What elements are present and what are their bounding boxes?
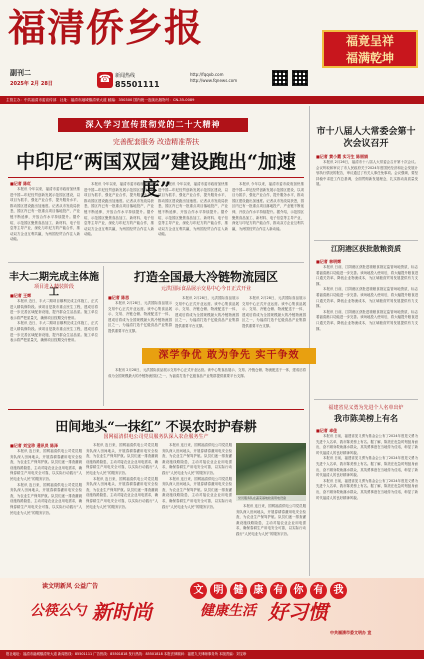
story-bottom-photo [236,443,306,501]
ad-slogan-left-1: 公筷公勺 [30,603,86,619]
qr-code-icon [272,70,288,86]
sidebar-top-byline: ■记者 黄小霞 实习生 陈丽娟 [316,154,368,159]
story-bottom-body-col-4: 本报讯 连日来，国网福清供电公司党员服务队深入田间地头，开展春耕春灌用电安全检查，为农业生产保驾护航。队员们逐一排查灌溉设施线路隐患，主动对接农业企业用电需求，确保春耕生产用电安全可靠，以实际行动践行“人民电业为人民”的服务宗旨。 [236,504,306,536]
ad-label: 读文明新风 公益广告 [42,583,99,590]
civil-char: 明 [210,582,227,599]
web-info [190,72,237,84]
story-left-body: 本报讯 近日，丰大二期项目顺利完成主体施工，正式进入精装修阶段。该项目是我市重点民生工程，建成后将进一步完善区域配套设施，提升群众生活品质。施工单位表示将严把质量关，确保项目按期交付使用。 本报讯 近日，丰大二期项目顺利完成主体施工，正式进入精装修阶段。该项目是我市重点民生工程，建成后将进一步完善区域配套设施，提升群众生活品质。施工单位表示将严把质量关，确保项目按期交付使用。 [10,299,98,343]
lead-body-col-4: 本报讯 今年以来，福清市委市政府加快推进中国—印尼经贸创新发展示范园区建设，以项目为抓手，强化产业合作，提升服务水平，推动园区建设跑出加速度。记者从市发改局获悉，园区内已有一批重点项目落地投产，产业链不断延伸，开放合作水平持续提升。据介绍，示范园区聚焦食品加工、新材料、电子信息等主导产业，深化与印尼方的产能合作，推动双方企业互利共赢，为两国经贸合作注入新动能。 [232,182,304,231]
ad-slogan-right-2: 好习惯 [268,600,328,624]
story-bottom-body-col-2: 本报讯 连日来，国网福清供电公司党员服务队深入田间地头，开展春耕春灌用电安全检查，为农业生产保驾护航。队员们逐一排查灌溉设施线路隐患，主动对接农业企业用电需求，确保春耕生产用电安全可靠，以实际行动践行“人民电业为人民”的服务宗旨。 本报讯 连日来，国网福清供电公司党员服务队深入田间地头，开展春耕春灌用电安全检查，为农业生产保驾护航。队员们逐一排查灌溉设施线路隐患，主动对接农业企业用电需求，确保春耕生产用电安全可靠，以实际行动践行“人民电业为人民”的服务宗旨。 [86,443,158,509]
divider [8,177,304,178]
divider [8,262,304,263]
civil-char: 有 [310,582,327,599]
lead-body-col-2: 本报讯 今年以来，福清市委市政府加快推进中国—印尼经贸创新发展示范园区建设，以项目为抓手，强化产业合作，提升服务水平，推动园区建设跑出加速度。记者从市发改局获悉，园区内已有一批重点项目落地投产，产业链不断延伸，开放合作水平持续提升。据介绍，示范园区聚焦食品加工、新材料、电子信息等主导产业，深化与印尼方的产能合作，推动双方企业互利共赢，为两国经贸合作注入新动能。 [84,182,154,237]
lead-body-col-1: 本报讯 今年以来，福清市委市政府加快推进中国—印尼经贸创新发展示范园区建设，以项目为抓手，强化产业合作，提升服务水平，推动园区建设跑出加速度。记者从市发改局获悉，园区内已有一批重点项目落地投产，产业链不断延伸，开放合作水平持续提升。据介绍，示范园区聚焦食品加工、新材料、电子信息等主导产业，深化与印尼方的产能合作，推动双方企业互利共赢，为两国经贸合作注入新动能。 [10,187,80,242]
couplet-line-2: 福满乾坤 [345,51,394,65]
sidebar-bottom-byline: ■记者 卓佳 [316,428,338,433]
story-mid-subheadline: 元洪国际食品展示交易中心今日正式开业 [160,286,251,292]
civil-char: 我 [330,582,347,599]
divider [314,240,418,241]
story-mid-body-col-3: 本报讯 2月28日，元洪国际食品展示交易中心正式开业运营。该中心集食品展示、交易、冷链仓储、物流配送于一体，建成后将成为全国规模最大的冷链物流园区之一，为福清打造千亿级食品产业集群提供重要平台支撑。 [242,296,306,328]
sidebar-top-body: 本报讯 2月26日，福清市十八届人大常委会召开第十次会议。会议听取和审议了市人民政府关于2024年度国民经济和社会发展计划执行情况的报告，审议通过了有关人事任免事项。会议强调，要坚持稳中求进工作总基调，全面贯彻新发展理念，扎实推动高质量发展。 [316,160,418,187]
divider [8,409,304,410]
slogan-banner: 深学争优 敢为争先 实干争效 [142,348,316,364]
ad-slogan-left-2: 新时尚 [92,600,152,624]
ad-credit: 中共福清市委文明办 宣 [330,630,372,635]
couplet-line-1: 福竟呈祥 [345,34,394,48]
story-bottom-body-col-3: 本报讯 连日来，国网福清供电公司党员服务队深入田间地头，开展春耕春灌用电安全检查，为农业生产保驾护航。队员们逐一排查灌溉设施线路隐患，主动对接农业企业用电需求，确保春耕生产用电安全可靠，以实际行动践行“人民电业为人民”的服务宗旨。 本报讯 连日来，国网福清供电公司党员服务队深入田间地头，开展春耕春灌用电安全检查，为农业生产保驾护航。队员们逐一排查灌溉设施线路隐患，主动对接农业企业用电需求，确保春耕生产用电安全可靠，以实际行动践行“人民电业为人民”的服务宗旨。 [162,443,232,509]
story-bottom-subheadline: 国网福清供电公司党员服务队深入农企服务生产 [103,434,209,440]
theme-banner: 深入学习宣传贯彻党的二十大精神 [58,118,248,132]
story-bottom-byline: ■记者 刘宝珍 通讯员 陈泽 [10,443,58,448]
story-mid-byline: ■记者 陈思 [108,295,130,300]
issue-date: 2025年 2月 28日 [10,81,53,87]
sidebar-bottom-body: 本报讯 日前，福建省见义勇为基金会公布了2024年度见义勇为先进个人名单，我市陈美榜上有名。据了解，陈美在危急时刻挺身而出，奋不顾身救助落水群众，其英勇事迹在当地传为佳话，彰显了新时代福清人的良好精神风貌。 本报讯 日前，福建省见义勇为基金会公布了2024年度见义勇为先进个人名单，我市陈美榜上有名。据了解，陈美在危急时刻挺身而出，奋不顾身救助落水群众，其英勇事迹在当地传为佳话，彰显了新时代福清人的良好精神风貌。 本报讯 日前，福建省见义勇为基金会公布了2024年度见义勇为先进个人名单，我市陈美榜上有名。据了解，陈美在危急时刻挺身而出，奋不顾身救助落水群众，其英勇事迹在当地传为佳话，彰显了新时代福清人的良好精神风貌。 [316,434,418,500]
newspaper-title: 福清侨乡报 [8,5,204,50]
story-left-subheadline: 项目进入精装阶段 [33,284,74,290]
civil-char: 文 [190,582,207,599]
web-line-1[interactable]: http://fqqxb.com [190,72,224,77]
divider [314,399,418,400]
story-mid-body-col-2: 本报讯 2月28日，元洪国际食品展示交易中心正式开业运营。该中心集食品展示、交易、冷链仓储、物流配送于一体，建成后将成为全国规模最大的冷链物流园区之一，为福清打造千亿级食品产业集群提供重要平台支撑。 [175,296,239,328]
lead-byline: ■记者 陈红 [10,181,32,186]
footer-bar: 报社地址：福清市融城镇清荣大道 新闻热线：85501111 广告热线：85501818 发行热线：85501818 本报法律顾问：福建九天律师事务所 本版责编：刘宝珍 [0,650,424,659]
story-bottom-headline: 田间地头“一抹红” 不误农时护春耕 [55,420,257,435]
sidebar-bottom-headline: 福建省见义勇为先进个人名单出炉 [328,405,404,411]
sidebar-mid-headline: 江阴港区获批散粮资质 [331,244,401,253]
story-mid-body-continued: 本报讯 2月28日，元洪国际食品展示交易中心正式开业运营。该中心集食品展示、交易、冷链仓储、物流配送于一体，建成后将成为全国规模最大的冷链物流园区之一，为福清打造千亿级食品产业集群提供重要平台支撑。 [108,368,306,378]
photo-caption: 党员服务队在蔬菜基地检查用电设备 [236,495,306,501]
lead-headline: 中印尼“两国双园”建设跑出“加速度” [16,151,296,200]
civil-char: 有 [270,582,287,599]
publisher-bar: 主管主办：中共福清市委宣传部 社址：福清市融城镇清荣大道 邮编：350300 国内统一连续出版物号：CN-35-0089 [0,96,424,104]
story-bottom-body-col-1: 本报讯 连日来，国网福清供电公司党员服务队深入田间地头，开展春耕春灌用电安全检查，为农业生产保驾护航。队员们逐一排查灌溉设施线路隐患，主动对接农业企业用电需求，确保春耕生产用电安全可靠，以实际行动践行“人民电业为人民”的服务宗旨。 本报讯 连日来，国网福清供电公司党员服务队深入田间地头，开展春耕春灌用电安全检查，为农业生产保驾护航。队员们逐一排查灌溉设施线路隐患，主动对接农业企业用电需求，确保春耕生产用电安全可靠，以实际行动践行“人民电业为人民”的服务宗旨。 [10,449,82,515]
web-line-2[interactable]: http://www.fqnews.com [190,78,238,83]
lead-body-col-3: 本报讯 今年以来，福清市委市政府加快推进中国—印尼经贸创新发展示范园区建设，以项目为抓手，强化产业合作，提升服务水平，推动园区建设跑出加速度。记者从市发改局获悉，园区内已有一批重点项目落地投产，产业链不断延伸，开放合作水平持续提升。据介绍，示范园区聚焦食品加工、新材料、电子信息等主导产业，深化与印尼方的产能合作，推动双方企业互利共赢，为两国经贸合作注入新动能。 [158,182,228,237]
sidebar-mid-body: 本报讯 日前，江阴港区获批进境粮食指定监管场地资质，标志着福清港口功能进一步完善。该场地投入使用后，将大幅提升粮食进口通关效率，降低企业物流成本，为区域粮食贸易发展提供有力支撑。 本报讯 日前，江阴港区获批进境粮食指定监管场地资质，标志着福清港口功能进一步完善。该场地投入使用后，将大幅提升粮食进口通关效率，降低企业物流成本，为区域粮食贸易发展提供有力支撑。 本报讯 日前，江阴港区获批进境粮食指定监管场地资质，标志着福清港口功能进一步完善。该场地投入使用后，将大幅提升粮食进口通关效率，降低企业物流成本，为区域粮食贸易发展提供有力支撑。 [316,265,418,331]
sidebar-bottom-headline-2: 我市陈美榜上有名 [334,413,398,423]
ad-slogan-right-1: 健康生活 [200,603,256,619]
column-divider [103,266,104,406]
phone-icon: ☎ [97,72,113,88]
spring-couplet-box [322,30,418,68]
story-left-byline: ■记者 王辉 [10,293,32,298]
qr-code-icon [292,70,308,86]
sidebar-mid-byline: ■记者 林明辉 [316,259,342,264]
hotline-number: 85501111 [115,80,160,89]
story-mid-body-col-1: 本报讯 2月28日，元洪国际食品展示交易中心正式开业运营。该中心集食品展示、交易、冷链仓储、物流配送于一体，建成后将成为全国规模最大的冷链物流园区之一，为福清打造千亿级食品产业集群提供重要平台支撑。 [108,301,172,333]
civil-char: 你 [290,582,307,599]
column-divider [309,106,310,576]
civil-char: 康 [250,582,267,599]
hotline-label: 新闻热线 [115,73,136,79]
edition-label: 副刊二 [10,69,31,77]
lead-subheadline: 完善配套服务 改造精准帮扶 [112,138,200,146]
story-mid-headline: 打造全国最大冷链物流园区 [133,270,278,284]
civil-char: 健 [230,582,247,599]
story-left-headline: 丰大二期完成主体施工 [9,272,99,298]
masthead [0,0,424,100]
sidebar-top-headline: 市十八届人大常委会第十次会议召开 [316,127,416,149]
